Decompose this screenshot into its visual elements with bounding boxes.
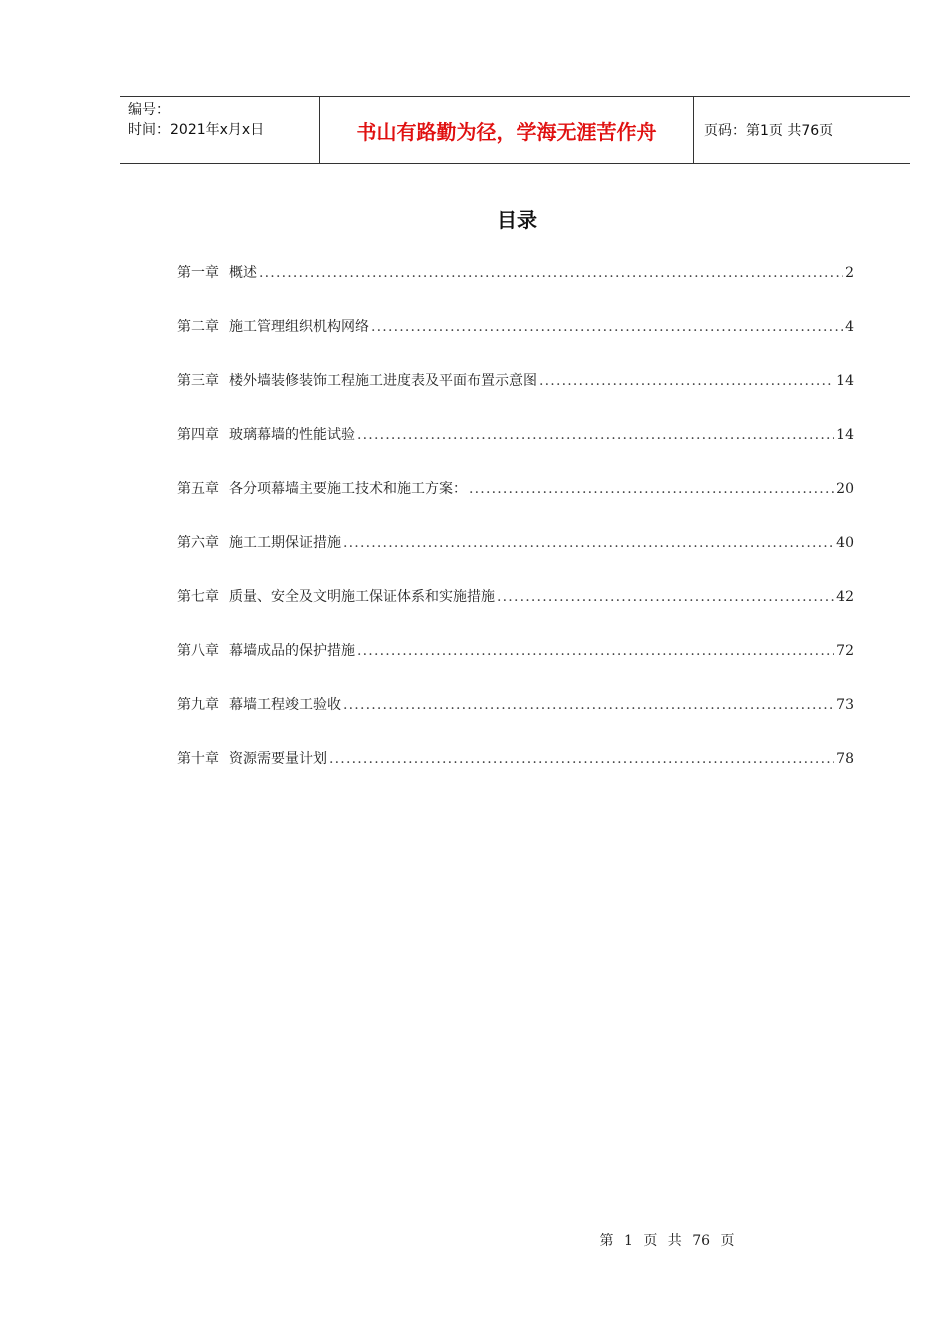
number-label: 编号： bbox=[128, 102, 170, 118]
toc-leader bbox=[357, 643, 834, 659]
toc-chapter: 第八章 bbox=[177, 643, 219, 659]
page-header bbox=[120, 96, 910, 164]
toc-entry[interactable] bbox=[177, 424, 854, 478]
toc-title: 目录 bbox=[497, 208, 537, 232]
header-motto: 书山有路勤为径，学海无涯苦作舟 bbox=[320, 97, 694, 163]
toc-page: 42 bbox=[836, 589, 854, 605]
toc-page: 20 bbox=[836, 481, 854, 497]
toc-chapter: 第九章 bbox=[177, 697, 219, 713]
toc-leader bbox=[357, 427, 834, 443]
footer-total-pages: 76 bbox=[692, 1233, 711, 1249]
toc-text: 玻璃幕墙的性能试验 bbox=[229, 427, 355, 443]
toc-entry[interactable] bbox=[177, 748, 854, 802]
toc-chapter: 第二章 bbox=[177, 319, 219, 335]
toc-text: 资源需要量计划 bbox=[229, 751, 327, 767]
toc-entry[interactable] bbox=[177, 478, 854, 532]
toc-page: 73 bbox=[836, 697, 854, 713]
toc-text: 质量、安全及文明施工保证体系和实施措施 bbox=[229, 589, 495, 605]
footer-ye: 页 bbox=[720, 1233, 735, 1249]
toc-entry[interactable] bbox=[177, 262, 854, 316]
toc-page: 72 bbox=[836, 643, 854, 659]
toc-chapter: 第五章 bbox=[177, 481, 219, 497]
toc-text: 楼外墙装修装饰工程施工进度表及平面布置示意图 bbox=[229, 373, 537, 389]
toc-entry[interactable] bbox=[177, 370, 854, 424]
toc-entry[interactable] bbox=[177, 640, 854, 694]
toc-leader bbox=[497, 589, 834, 605]
footer-ye: 页 bbox=[643, 1233, 658, 1249]
toc-chapter: 第一章 bbox=[177, 265, 219, 281]
toc-page: 2 bbox=[845, 265, 854, 281]
toc-page: 40 bbox=[836, 535, 854, 551]
toc-leader bbox=[469, 481, 834, 497]
header-meta bbox=[120, 97, 320, 163]
footer-gong: 共 bbox=[667, 1233, 682, 1249]
toc-page: 14 bbox=[836, 373, 854, 389]
toc-entry[interactable] bbox=[177, 532, 854, 586]
toc-entry[interactable] bbox=[177, 694, 854, 748]
toc-text: 幕墙成品的保护措施 bbox=[229, 643, 355, 659]
toc-text: 概述 bbox=[229, 265, 257, 281]
toc-chapter: 第四章 bbox=[177, 427, 219, 443]
toc-leader bbox=[371, 319, 843, 335]
time-label: 时间：2021年x月x日 bbox=[128, 122, 265, 138]
toc-entry[interactable] bbox=[177, 316, 854, 370]
toc-entry[interactable] bbox=[177, 586, 854, 640]
footer-page-number: 1 bbox=[623, 1233, 633, 1249]
toc-page: 4 bbox=[845, 319, 854, 335]
toc-chapter: 第十章 bbox=[177, 751, 219, 767]
toc-chapter: 第七章 bbox=[177, 589, 219, 605]
toc-leader bbox=[259, 265, 843, 281]
toc-text: 幕墙工程竣工验收 bbox=[229, 697, 341, 713]
toc-leader bbox=[343, 535, 834, 551]
page-footer bbox=[0, 1230, 950, 1250]
toc-leader bbox=[539, 373, 834, 389]
table-of-contents bbox=[177, 262, 854, 802]
toc-chapter: 第三章 bbox=[177, 373, 219, 389]
toc-page: 14 bbox=[836, 427, 854, 443]
toc-page: 78 bbox=[836, 751, 854, 767]
toc-chapter: 第六章 bbox=[177, 535, 219, 551]
header-page-code: 页码：第1页 共76页 bbox=[704, 123, 834, 139]
toc-text: 施工工期保证措施 bbox=[229, 535, 341, 551]
toc-text: 施工管理组织机构网络 bbox=[229, 319, 369, 335]
toc-leader bbox=[343, 697, 834, 713]
footer-di: 第 bbox=[599, 1233, 614, 1249]
toc-leader bbox=[329, 751, 834, 767]
toc-text: 各分项幕墙主要施工技术和施工方案： bbox=[229, 481, 467, 497]
